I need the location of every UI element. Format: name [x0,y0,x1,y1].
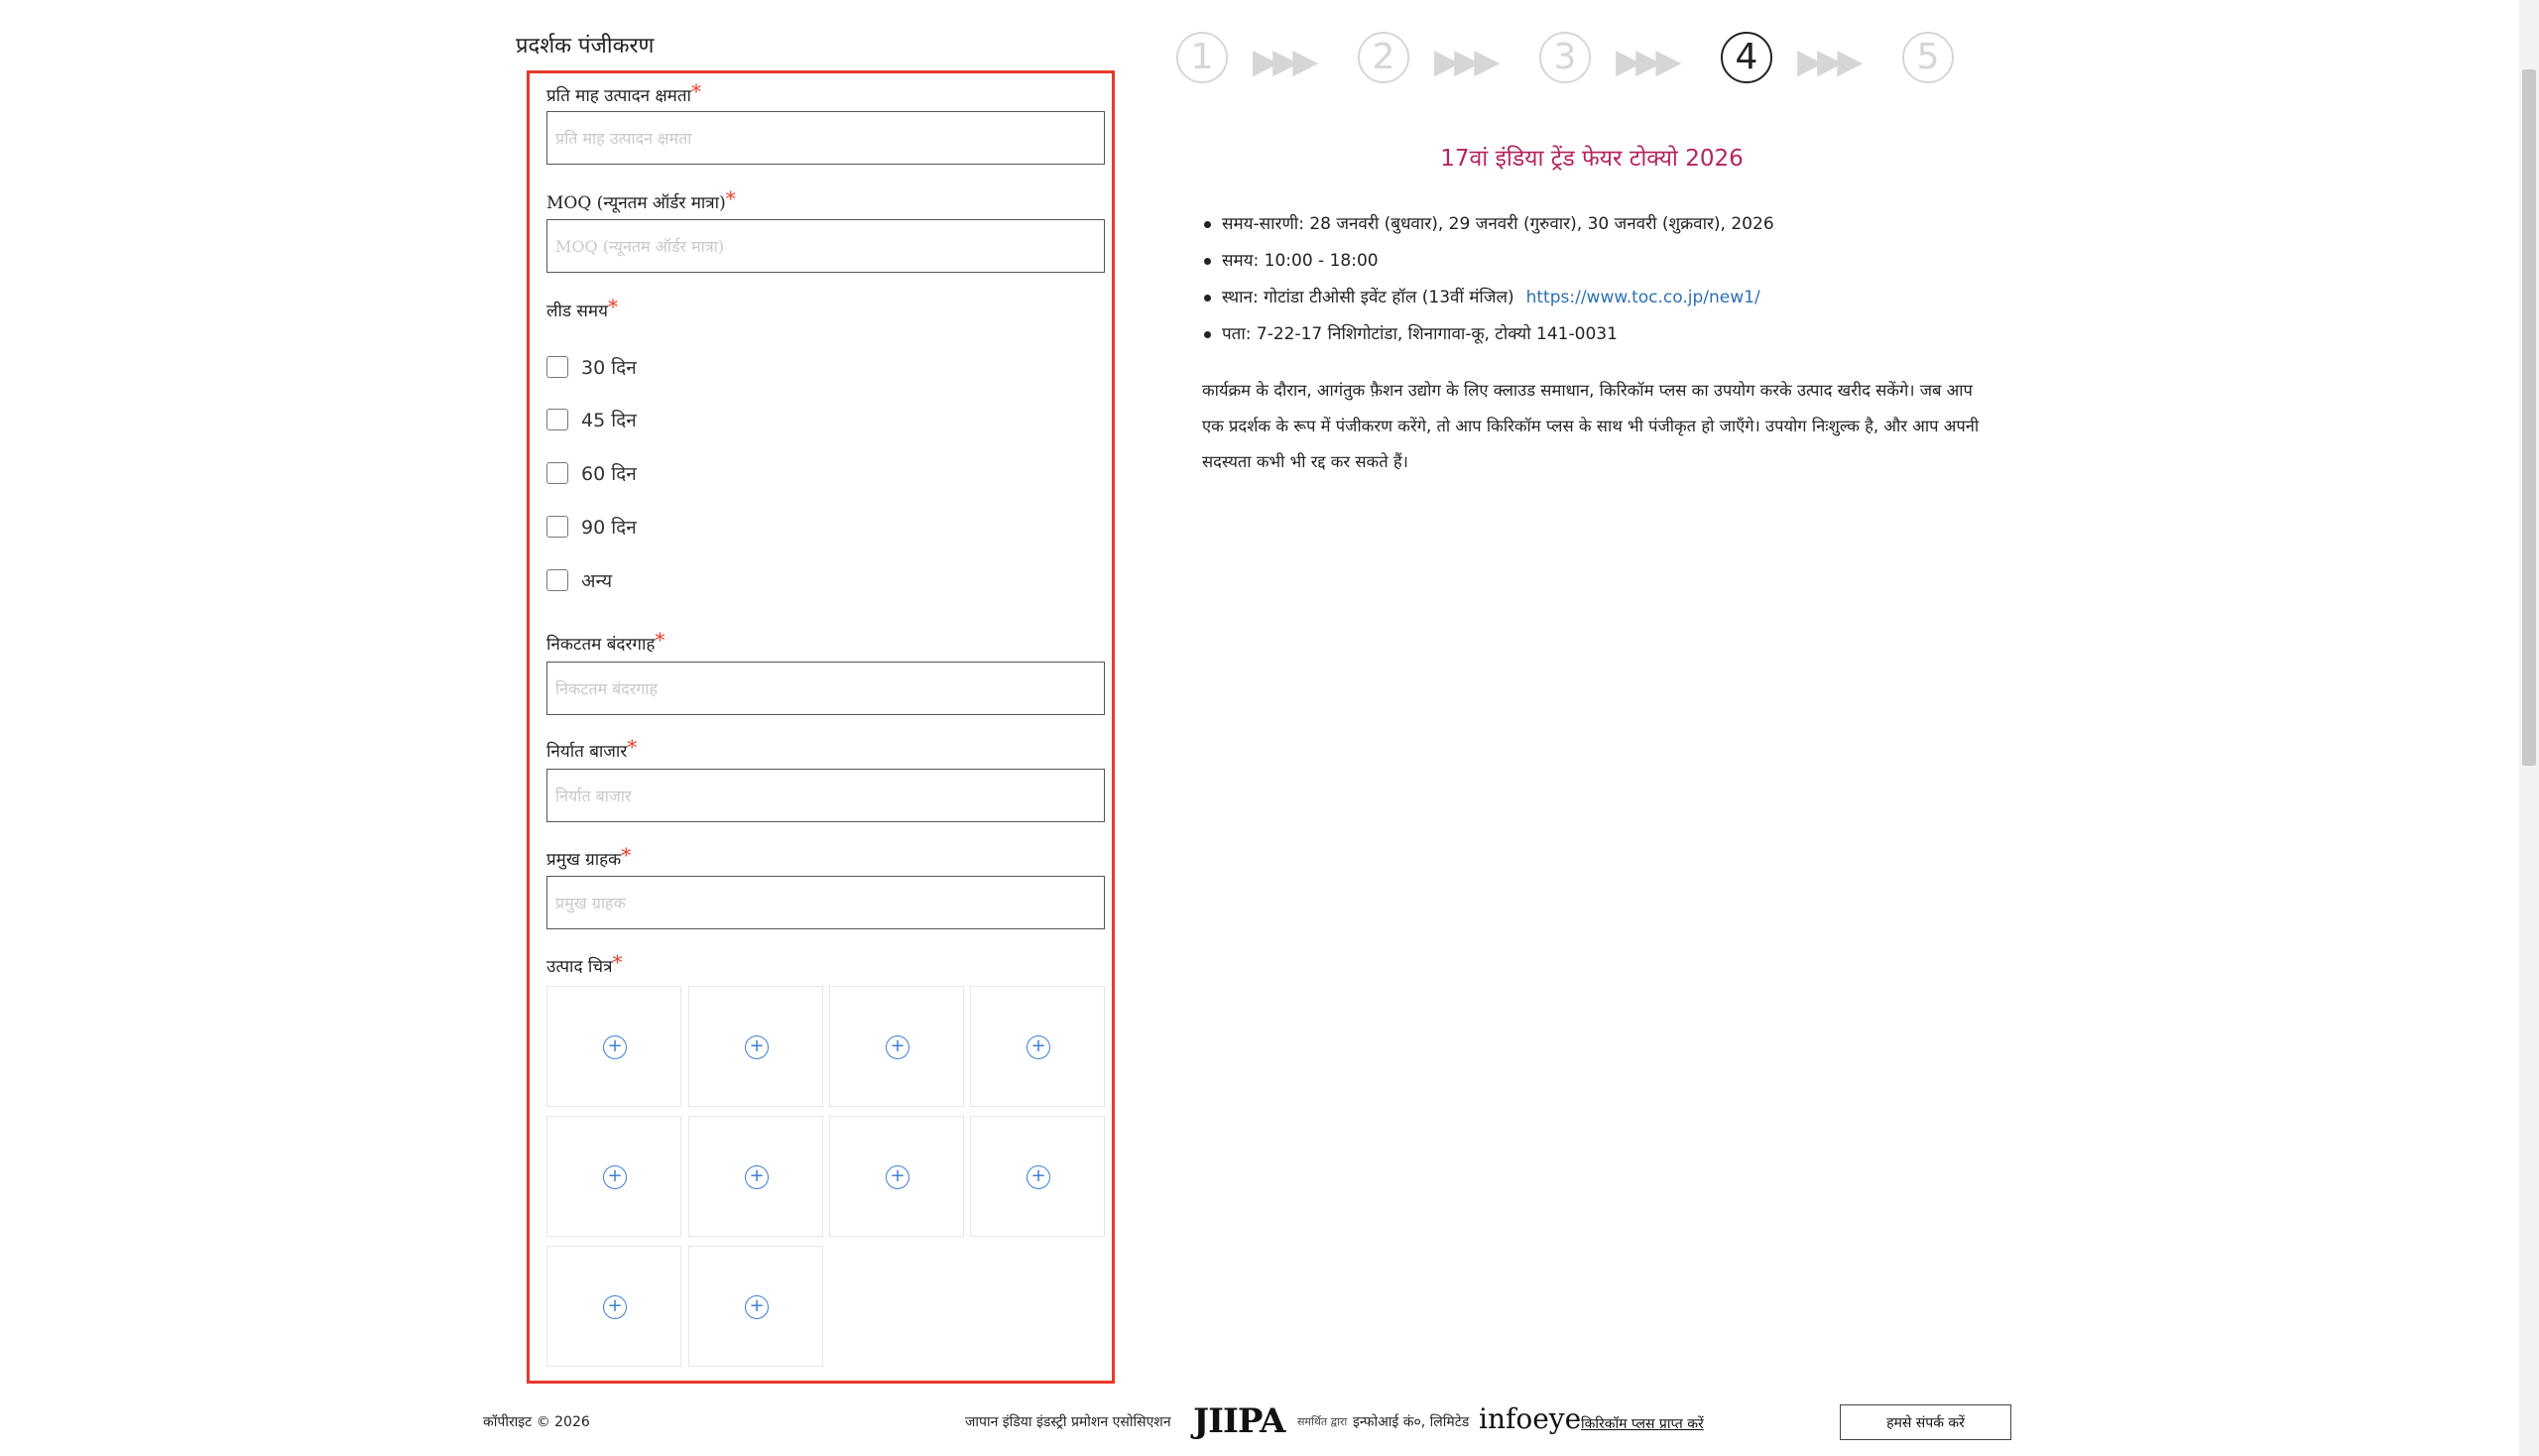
image-upload-slot-10[interactable] [688,1246,823,1367]
add-image-icon[interactable]: + [886,1035,909,1059]
image-upload-slot-4[interactable] [970,986,1105,1107]
checkbox-label: 30 दिन [581,357,637,379]
export-market-input[interactable] [546,769,1105,822]
checkbox-label: अन्य [581,570,613,592]
image-upload-slot-2[interactable] [688,986,823,1107]
major-customers-label-text: प्रमुख ग्राहक [546,850,622,870]
checkbox-label: 90 दिन [581,517,637,539]
lead-time-option-90[interactable] [546,514,637,540]
event-venue-text: स्थान: गोटांडा टीओसी इवेंट हॉल (13वीं मंजिल) [1222,288,1514,307]
event-time [1202,247,1995,284]
footer-supported-by: समर्थित द्वारा [1297,1415,1348,1428]
add-image-icon[interactable]: + [745,1295,769,1319]
event-address [1202,320,1995,357]
image-upload-slot-8[interactable] [970,1116,1105,1237]
add-image-icon[interactable]: + [1027,1165,1050,1189]
export-market-label-text: निर्यात बाजार [546,742,628,762]
image-upload-slot-6[interactable] [688,1116,823,1237]
required-marker: * [612,950,623,974]
checkbox[interactable] [546,462,568,484]
event-address-text: पता: 7-22-17 निशिगोटांडा, शिनागावा-कू, टोक्यो 141-0031 [1222,324,1618,344]
required-marker: * [621,843,632,867]
event-venue [1202,284,1995,320]
add-image-icon[interactable]: + [603,1295,627,1319]
monthly-capacity-input[interactable] [546,111,1105,165]
checkbox[interactable] [546,569,568,591]
lead-time-option-60[interactable] [546,460,637,486]
event-title: 17वां इंडिया ट्रेंड फेयर टोक्यो 2026 [1440,146,1744,172]
checkbox-label: 60 दिन [581,463,637,485]
event-schedule [1202,210,1995,247]
page-title: प्रदर्शक पंजीकरण [516,34,655,59]
monthly-capacity-label-text: प्रति माह उत्पादन क्षमता [546,86,691,106]
nearest-port-label-text: निकटतम बंदरगाह [546,635,656,655]
event-schedule-text: समय-सारणी: 28 जनवरी (बुधवार), 29 जनवरी (गुरुवार), 30 जनवरी (शुक्रवार), 2026 [1222,214,1774,234]
checkbox[interactable] [546,356,568,378]
checkbox-label: 45 दिन [581,410,637,431]
checkbox[interactable] [546,516,568,538]
step-arrows: ▶▶▶ [1434,42,1495,81]
nearest-port-input[interactable] [546,662,1105,715]
lead-time-option-other[interactable] [546,567,612,593]
monthly-capacity-label [546,79,701,107]
image-upload-slot-9[interactable] [546,1246,681,1367]
step-4-active: 4 [1721,32,1772,83]
lead-time-option-45[interactable] [546,407,637,432]
export-market-label [546,735,638,763]
moq-input[interactable] [546,219,1105,273]
add-image-icon[interactable]: + [1027,1035,1050,1059]
kiricom-plus-link[interactable]: किरिकॉम प्लस प्राप्त करें [1581,1416,1704,1432]
product-images-label [546,950,623,978]
event-description: कार्यक्रम के दौरान, आगंतुक फ़ैशन उद्योग के लिए क्लाउड समाधान, किरिकॉम प्लस का उपयोग करके उत्पाद खरीद सकेंगे। जब आप एक प्रदर्शक के रूप में पंजीकरण करेंगे, तो आप किरिकॉम प्लस के साथ भी पंजीकृत हो जाएँगे। उपयोग निःशुल्क है, और आप अपनी सदस्यता कभी भी रद्द कर सकते हैं। [1202,381,1980,471]
add-image-icon[interactable]: + [745,1165,769,1189]
required-marker: * [690,79,701,103]
lead-time-label-text: लीड समय [546,302,608,321]
footer-company: इन्फोआई कं०, लिमिटेड [1353,1414,1470,1430]
checkbox[interactable] [546,409,568,430]
add-image-icon[interactable]: + [886,1165,909,1189]
lead-time-option-30[interactable] [546,354,637,380]
add-image-icon[interactable]: + [603,1165,627,1189]
product-images-label-text: उत्पाद चित्र [546,957,613,977]
required-marker: * [655,628,665,652]
image-upload-slot-7[interactable] [829,1116,964,1237]
infoeye-logo: infoeye [1479,1402,1582,1435]
footer-organization: जापान इंडिया इंडस्ट्री प्रमोशन एसोसिएशन [965,1414,1171,1430]
step-1: 1 [1176,32,1228,83]
step-arrows: ▶▶▶ [1797,42,1858,81]
major-customers-input[interactable] [546,876,1105,929]
jiipa-logo: JIIPA [1193,1401,1285,1441]
event-info-list [1202,210,1995,357]
required-marker: * [725,186,736,210]
add-image-icon[interactable]: + [745,1035,769,1059]
footer-copyright: कॉपीराइट © 2026 [483,1414,590,1430]
step-2: 2 [1358,32,1409,83]
event-time-text: समय: 10:00 - 18:00 [1222,251,1379,271]
nearest-port-label [546,628,665,656]
moq-label-text: MOQ (न्यूनतम ऑर्डर मात्रा) [546,193,726,213]
required-marker: * [607,295,618,318]
contact-us-button[interactable]: हमसे संपर्क करें [1840,1404,2011,1440]
image-upload-slot-1[interactable] [546,986,681,1107]
scrollbar-thumb[interactable] [2522,69,2536,766]
add-image-icon[interactable]: + [603,1035,627,1059]
step-arrows: ▶▶▶ [1616,42,1676,81]
major-customers-label [546,843,632,871]
step-5: 5 [1902,32,1954,83]
moq-label [546,186,736,214]
required-marker: * [627,735,638,759]
venue-link[interactable]: https://www.toc.co.jp/new1/ [1525,288,1760,307]
image-upload-slot-3[interactable] [829,986,964,1107]
image-upload-slot-5[interactable] [546,1116,681,1237]
step-arrows: ▶▶▶ [1253,42,1313,81]
lead-time-label [546,295,618,322]
step-3: 3 [1539,32,1591,83]
